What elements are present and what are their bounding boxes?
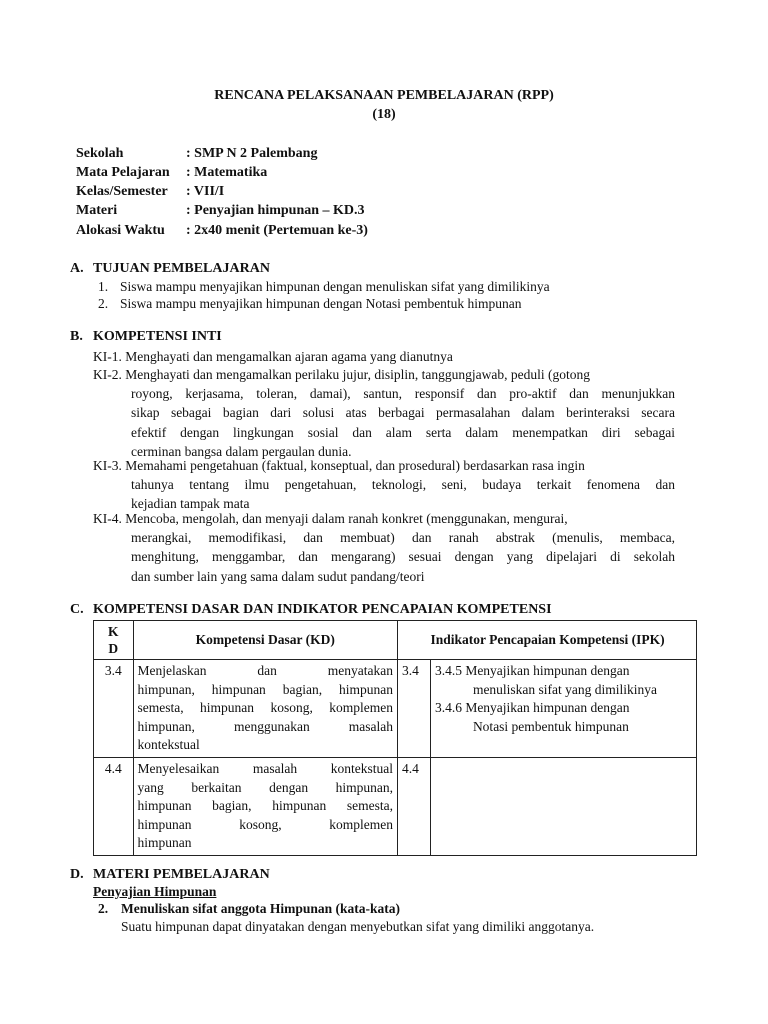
ki-line: efektif dengan lingkungan sosial dan alam serta dalam menempatkan diri sebagai [131,424,675,440]
identity-value: : SMP N 2 Palembang [186,146,318,161]
ki-3-paragraph [93,456,675,514]
header-ipk: Indikator Pencapaian Kompetensi (IPK) [430,621,696,660]
identity-value: : VII/I [186,184,225,199]
materi-item-heading [98,901,400,917]
identity-value: : Penyajian himpunan – KD.3 [186,203,365,218]
table-row [94,660,697,758]
ki-line: KI-3. Memahami pengetahuan (faktual, konseptual, dan prosedural) berdasarkan rasa ingin [93,458,585,473]
ipk-code-cell: 4.4 [398,757,431,855]
ki-line: cerminan bangsa dalam pergaulan dunia. [131,443,352,459]
section-title: MATERI PEMBELAJARAN [93,867,270,882]
kd-description-cell: Menyelesaikan masalah kontekstual yang berkaitan dengan himpunan, himpunan bagian, himpunan semesta, himpunan kosong, komplemen himpunan [133,757,398,855]
header-kompetensi-dasar: Kompetensi Dasar (KD) [133,621,398,660]
section-letter: D. [70,867,84,882]
list-item [98,296,522,312]
ipk-description-cell [430,757,696,855]
identity-row-materi [76,203,365,219]
document-number: (18) [372,107,396,122]
ki-2-paragraph [93,365,675,461]
list-text: Siswa mampu menyajikan himpunan dengan Notasi pembentuk himpunan [120,296,522,311]
identity-label: Kelas/Semester [76,184,168,199]
kd-code-cell: 4.4 [94,757,134,855]
identity-row-mata-pelajaran [76,165,267,181]
list-number: 2. [98,296,109,311]
header-spacer [398,621,431,660]
identity-row-sekolah [76,146,317,162]
ki-1-paragraph [93,347,675,366]
section-title: KOMPETENSI DASAR DAN INDIKATOR PENCAPAIAN KOMPETENSI [93,602,552,617]
document-title: RENCANA PELAKSANAAN PEMBELAJARAN (RPP) [214,88,554,103]
ki-4-paragraph [93,509,675,586]
identity-value: : 2x40 menit (Pertemuan ke-3) [186,223,368,238]
section-letter: A. [70,261,84,276]
list-text: Siswa mampu menyajikan himpunan dengan menuliskan sifat yang dimilikinya [120,279,550,294]
kd-description-cell: Menjelaskan dan menyatakan himpunan, himpunan bagian, himpunan semesta, himpunan kosong, komplemen himpunan, menggunakan masalah kontekstual [133,660,398,758]
ki-line: KI-1. Menghayati dan mengamalkan ajaran agama yang dianutnya [93,349,453,364]
ki-line: kejadian tampak mata [131,496,250,512]
section-b-heading [70,329,222,345]
identity-label: Sekolah [76,146,124,161]
ki-line: sikap sebagai bagian dari solusi atas berbagai permasalahan dalam berinteraksi secara [131,405,675,421]
item-title: Menuliskan sifat anggota Himpunan (kata-kata) [121,901,401,916]
identity-row-alokasi-waktu [76,223,368,239]
identity-value: : Matematika [186,165,268,180]
table-row [94,757,697,855]
ki-line: menghitung, menggambar, dan mengarang) sesuai dengan yang dipelajari di sekolah [131,549,675,565]
ki-line: KI-2. Menghayati dan mengamalkan perilaku jujur, disiplin, tanggungjawab, peduli (gotong [93,367,590,382]
ki-line: KI-4. Mencoba, mengolah, dan menyaji dalam ranah konkret (menggunakan, mengurai, [93,511,568,526]
ki-line: tahunya tentang ilmu pengetahuan, teknologi, seni, budaya terkait fenomena dan [131,477,675,493]
materi-subtitle: Penyajian Himpunan [93,884,217,899]
identity-label: Alokasi Waktu [76,223,165,238]
section-c-heading [70,602,552,618]
ki-line: dan sumber lain yang sama dalam sudut pandang/teori [131,568,425,584]
section-title: KOMPETENSI INTI [93,329,222,344]
section-letter: C. [70,602,84,617]
identity-row-kelas-semester [76,184,224,200]
identity-label: Mata Pelajaran [76,165,170,180]
section-title: TUJUAN PEMBELAJARAN [93,261,270,276]
section-letter: B. [70,329,83,344]
list-item [98,279,550,295]
ipk-code-cell: 3.4 [398,660,431,758]
table-header-row [94,621,697,660]
ki-line: royong, kerjasama, toleran, damai), santun, responsif dan pro-aktif dan menunjukkan [131,386,675,402]
section-d-heading [70,867,270,883]
ipk-description-cell: 3.4.5 Menyajikan himpunan dengan menuliskan sifat yang dimilikinya 3.4.6 Menyajikan himpunan dengan Notasi pembentuk himpunan [430,660,696,758]
kd-code-cell: 3.4 [94,660,134,758]
materi-paragraph: Suatu himpunan dapat dinyatakan dengan menyebutkan sifat yang dimiliki anggotanya. [121,919,595,934]
kd-ipk-table [93,620,697,856]
identity-label: Materi [76,203,118,218]
item-number: 2. [98,901,109,916]
list-number: 1. [98,279,109,294]
header-kd-code: K D [94,621,134,660]
section-a-heading [70,261,270,277]
ki-line: merangkai, memodifikasi, dan membuat) dan ranah abstrak (menulis, membaca, [131,530,675,546]
